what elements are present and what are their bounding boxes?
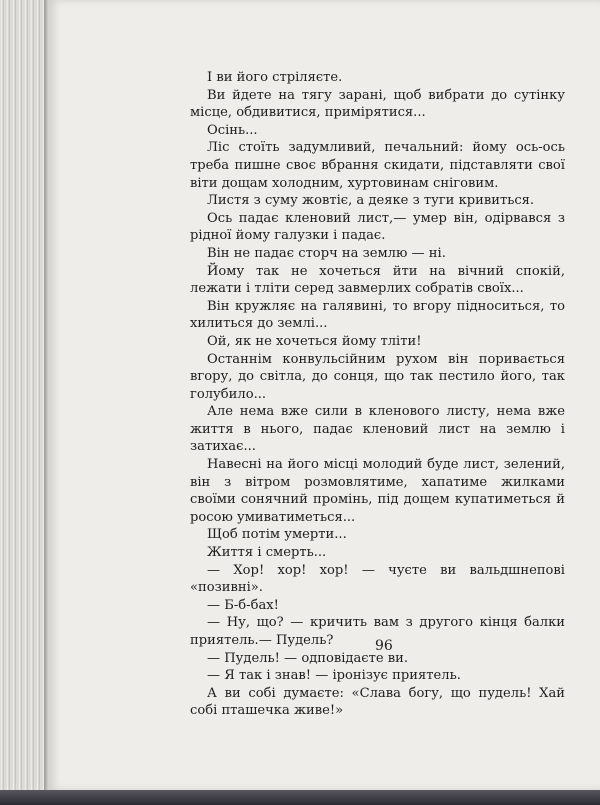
paragraph: — Ну, що? — кричить вам з другого кінця балки приятель.— Пудель?	[190, 615, 565, 648]
body-text	[190, 69, 565, 720]
paragraph: Ліс стоїть задумливий, печальний: йому ось-ось треба пишне своє вбрання скидати, підставляти свої віти дощам холодним, хуртовинам сніговим.	[190, 140, 565, 191]
paragraph: — Б-б-бах!	[207, 597, 279, 613]
paragraph: Щоб потім умерти...	[207, 527, 347, 543]
paragraph: Йому так не хочеться йти на вічний спокій, лежати і тліти серед завмерлих собратів своїх...	[190, 263, 565, 297]
paragraph: Ось падає кленовий лист,— умер він, одірвався з рідної йому галузки і падає.	[190, 210, 565, 244]
paragraph: — Пудель! — одповідаєте ви.	[207, 650, 409, 666]
paragraph: — Я так і знав! — іронізує приятель.	[207, 668, 461, 684]
paragraph: Ви йдете на тягу зарані, щоб вибрати до сутінку місце, обдивитися, примірятися...	[190, 87, 565, 121]
paragraph: Навесні на його місці молодий буде лист, зелений, він з вітром розмовлятиме, хапатиме жилками своїми сонячний промінь, під дощем купатиметься й росою умиватиметься...	[190, 457, 565, 525]
paragraph: Він не падає сторч на землю — ні.	[207, 245, 446, 261]
paragraph: І ви його стріляєте.	[207, 70, 343, 85]
paragraph: Життя і смерть...	[207, 545, 327, 561]
paragraph: Ой, як не хочеться йому тліти!	[207, 333, 422, 349]
paragraph: Листя з суму жовтіє, а деяке з туги кривиться.	[207, 193, 535, 209]
paragraph: Він кружляє на галявині, то вгору підноситься, то хилиться до землі...	[190, 298, 565, 332]
paragraph: Але нема вже сили в кленового листу, нема вже життя в нього, падає кленовий лист на землю і затихає...	[190, 404, 565, 455]
book-page-edges	[0, 0, 48, 805]
paragraph: А ви собі думаєте: «Слава богу, що пудель! Хай собі пташечка живе!»	[190, 685, 565, 719]
scan-bottom-border	[0, 790, 600, 805]
paragraph: Останнім конвульсійним рухом він поривається вгору, до світла, до сонця, що так пестило його, так голубило...	[190, 351, 565, 402]
paragraph: — Хор! хор! хор! — чуєте ви вальдшнепові «позивні».	[190, 562, 565, 596]
paragraph: Осінь...	[207, 122, 258, 138]
page-number: 96	[375, 638, 393, 654]
